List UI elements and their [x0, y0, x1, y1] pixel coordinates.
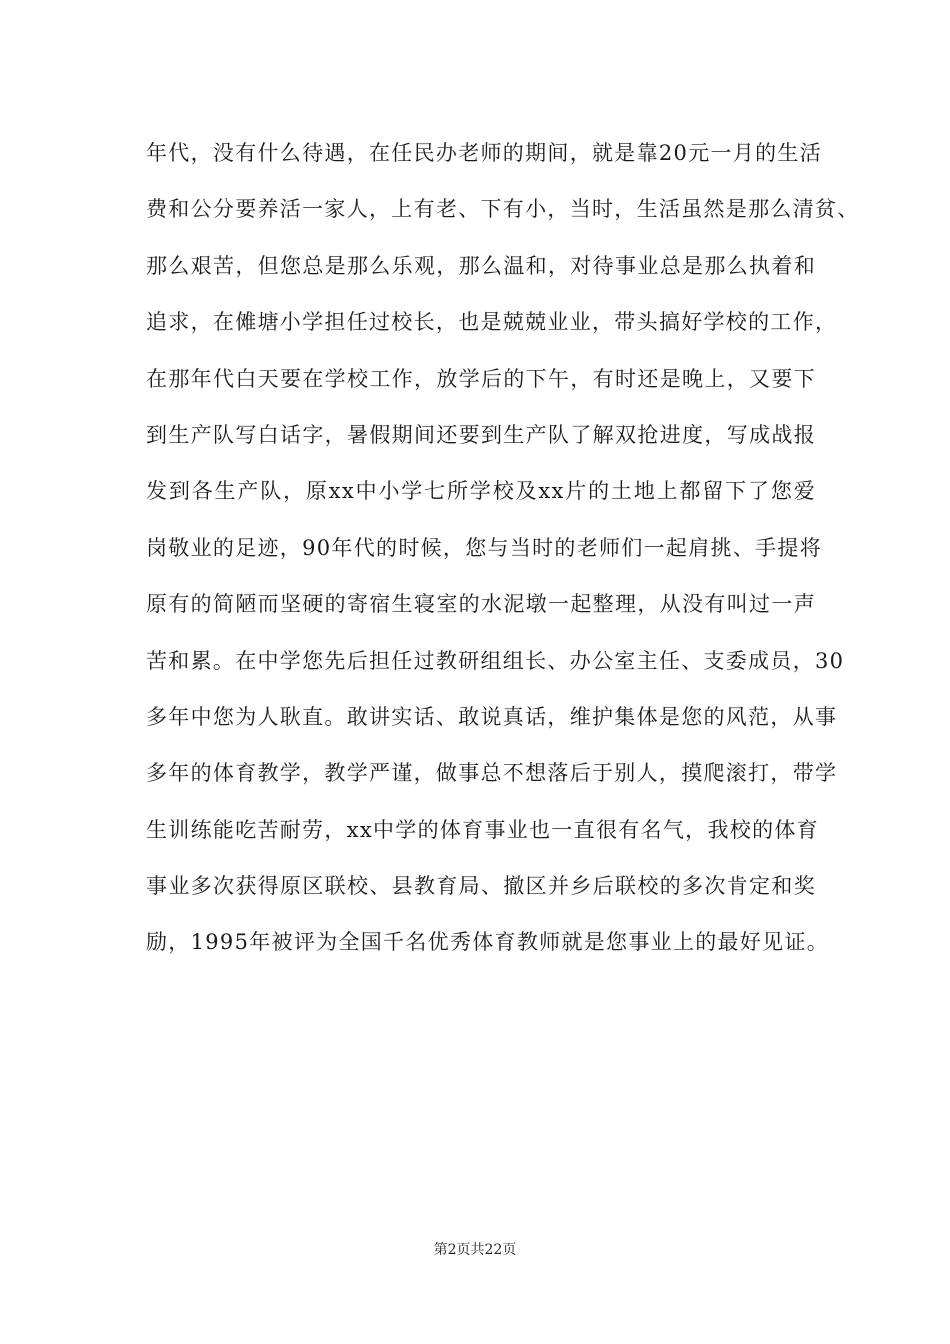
text-line: 发到各生产队，原xx中小学七所学校及xx片的土地上都留下了您爱 — [146, 479, 816, 504]
text-line: 原有的简陋而坚硬的寄宿生寝室的水泥墩一起整理，从没有叫过一声 — [146, 592, 816, 617]
text-line: 多年中您为人耿直。敢讲实话、敢说真话，维护集体是您的风范，从事 — [146, 704, 838, 729]
text-line: 励，1995年被评为全国千名优秀体育教师就是您事业上的最好见证。 — [146, 930, 830, 955]
text-line: 到生产队写白话字，暑假期间还要到生产队了解双抢进度，写成战报 — [146, 422, 816, 447]
text-line: 苦和累。在中学您先后担任过教研组组长、办公室主任、支委成员，30 — [146, 648, 845, 673]
body-paragraph — [146, 131, 860, 977]
text-line: 年代，没有什么待遇，在任民办老师的期间，就是靠20元一月的生活 — [146, 141, 823, 165]
text-line: 追求，在傩塘小学担任过校长，也是兢兢业业，带头搞好学校的工作， — [146, 310, 838, 335]
page-number-footer: 第2页共22页 — [433, 1242, 517, 1258]
text-line: 生训练能吃苦耐劳，xx中学的体育事业也一直很有名气，我校的体育 — [146, 817, 819, 842]
text-line: 那么艰苦，但您总是那么乐观，那么温和，对待事业总是那么执着和 — [146, 253, 816, 278]
text-line: 费和公分要养活一家人，上有老、下有小，当时，生活虽然是那么清贫、 — [146, 197, 860, 222]
text-line: 多年的体育教学，教学严谨，做事总不想落后于别人，摸爬滚打，带学 — [146, 761, 838, 786]
text-line: 事业多次获得原区联校、县教育局、撤区并乡后联校的多次肯定和奖 — [146, 874, 816, 899]
text-line: 在那年代白天要在学校工作，放学后的下午，有时还是晚上，又要下 — [146, 366, 816, 391]
text-line: 岗敬业的足迹，90年代的时候，您与当时的老师们一起肩挑、手提将 — [146, 535, 823, 560]
